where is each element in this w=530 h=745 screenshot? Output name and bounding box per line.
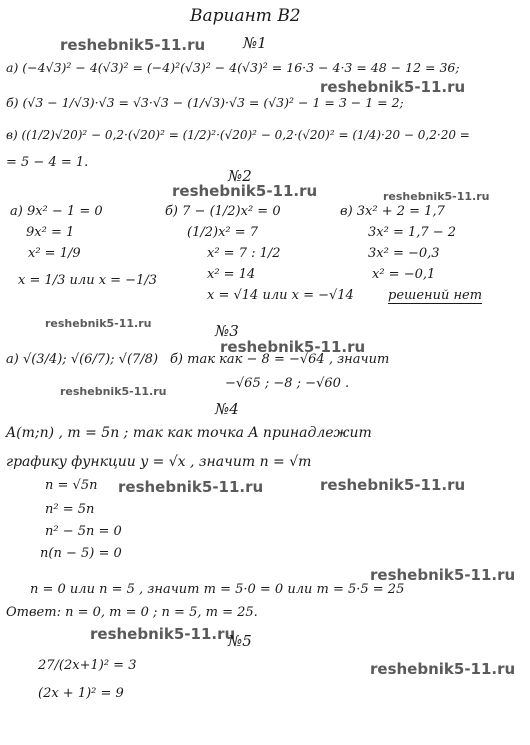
watermark: reshebnik5-11.ru	[60, 385, 167, 398]
task2-b-line: (1/2)x² = 7	[187, 225, 259, 240]
task3-b: б) так как − 8 = −√64 , значит	[170, 352, 390, 367]
watermark: reshebnik5-11.ru	[60, 36, 206, 54]
task2-b-line: x = √14 или x = −√14	[207, 288, 354, 303]
task4-line: n = √5n	[45, 478, 98, 493]
task4-line: A(m;n) , m = 5n ; так как точка A принадлежит	[6, 425, 372, 441]
task4-line: n(n − 5) = 0	[40, 546, 122, 561]
task2-c-line: решений нет	[388, 288, 483, 303]
task2-c-line: в) 3x² + 2 = 1,7	[340, 204, 445, 219]
task1-c: в) ((1/2)√20)² − 0,2·(√20)² = (1/2)²·(√20)² − 0,2·(√20)² = (1/4)·20 − 0,2·20 =	[6, 128, 470, 142]
watermark: reshebnik5-11.ru	[320, 476, 466, 494]
task2-b-line: б) 7 − (1/2)x² = 0	[165, 204, 281, 219]
task4-answer: Ответ: n = 0, m = 0 ; n = 5, m = 25.	[6, 605, 258, 620]
task4-line: n² = 5n	[45, 502, 95, 517]
task1-c-result: = 5 − 4 = 1.	[6, 155, 89, 170]
task4-line: n = 0 или n = 5 , значит m = 5·0 = 0 или m = 5·5 = 25	[30, 582, 405, 597]
task2-c-line: 3x² = 1,7 − 2	[368, 225, 457, 240]
task1-a: а) (−4√3)² − 4(√3)² = (−4)²(√3)² − 4(√3)² = 16·3 − 4·3 = 48 − 12 = 36;	[6, 60, 460, 75]
page-title: Вариант В2	[190, 6, 301, 26]
watermark: reshebnik5-11.ru	[320, 78, 466, 96]
task2-a-line: x² = 1/9	[28, 246, 81, 261]
task2-a	[10, 204, 157, 288]
task5-line: (2x + 1)² = 9	[38, 686, 124, 701]
task4-line: графику функции y = √x , значит n = √m	[6, 454, 312, 470]
watermark: reshebnik5-11.ru	[90, 625, 236, 643]
section-1-number: №1	[243, 34, 267, 52]
task2-a-line: а) 9x² − 1 = 0	[10, 204, 103, 219]
watermark: reshebnik5-11.ru	[370, 566, 516, 584]
watermark: reshebnik5-11.ru	[172, 182, 318, 200]
task1-b: б) (√3 − 1/√3)·√3 = √3·√3 − (1/√3)·√3 = (√3)² − 1 = 3 − 1 = 2;	[6, 95, 404, 110]
task2-c	[340, 204, 482, 304]
task2-a-line: x = 1/3 или x = −1/3	[18, 273, 158, 288]
task2-c-line: 3x² = −0,3	[368, 246, 440, 261]
task3-a: а) √(3/4); √(6/7); √(7/8)	[6, 352, 159, 367]
watermark: reshebnik5-11.ru	[118, 478, 264, 496]
task2-b-line: x² = 14	[207, 267, 256, 282]
task4-line: n² − 5n = 0	[45, 524, 122, 539]
section-4-number: №4	[215, 400, 239, 418]
watermark: reshebnik5-11.ru	[45, 317, 152, 330]
task2-b	[165, 204, 354, 303]
watermark: reshebnik5-11.ru	[220, 338, 366, 356]
section-5-number: №5	[228, 632, 252, 650]
task5-line: 27/(2x+1)² = 3	[38, 658, 137, 673]
task2-b-line: x² = 7 : 1/2	[207, 246, 281, 261]
watermark: reshebnik5-11.ru	[383, 190, 490, 203]
section-3-number: №3	[215, 322, 239, 340]
task2-c-line: x² = −0,1	[372, 267, 436, 282]
watermark: reshebnik5-11.ru	[370, 660, 516, 678]
task3-b-order: −√65 ; −8 ; −√60 .	[225, 376, 350, 391]
section-2-number: №2	[228, 167, 252, 185]
task2-a-line: 9x² = 1	[26, 225, 75, 240]
